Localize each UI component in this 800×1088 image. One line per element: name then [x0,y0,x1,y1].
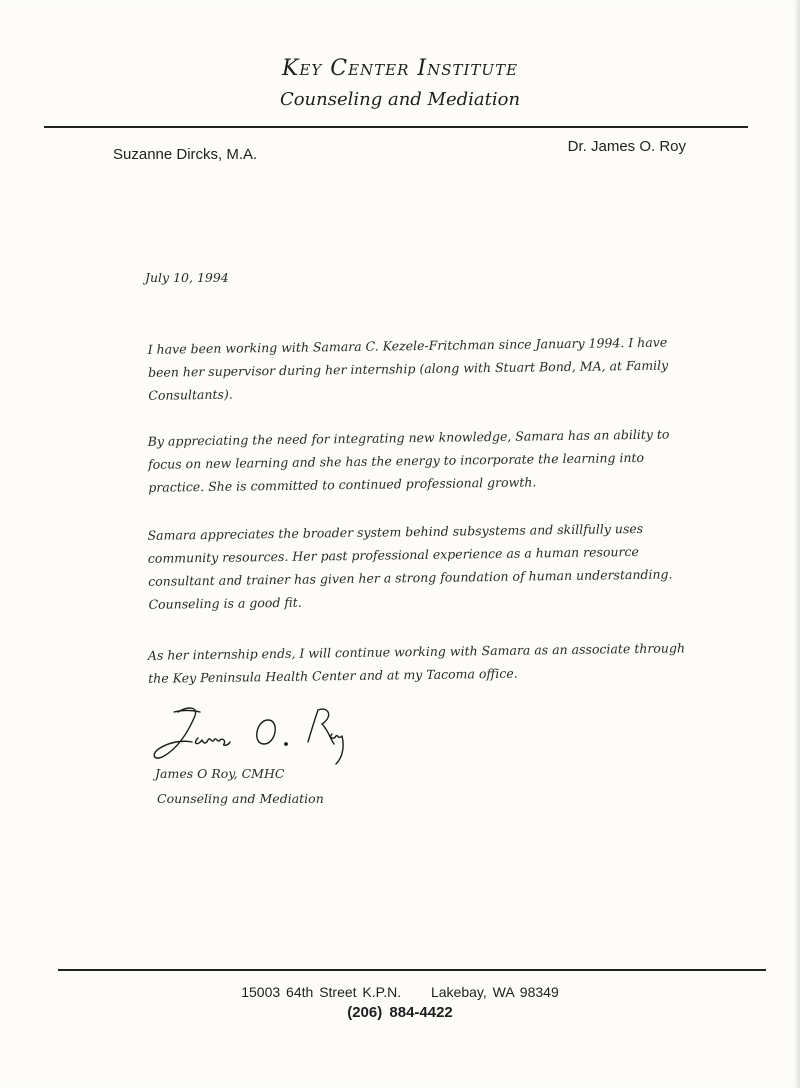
letterhead [0,56,800,110]
footer-divider [58,969,766,971]
letter-paragraph-4: As her internship ends, I will continue working with Samara as an associate through the Key Peninsula Health Center and at my Tacoma office. [147,640,686,686]
signer-title: Counseling and Mediation [157,791,324,806]
staff-name-left: Suzanne Dircks, M.A. [113,146,258,163]
org-subtitle: Counseling and Mediation [279,89,521,110]
footer-address [0,984,800,1000]
handwritten-signature [148,698,358,770]
letter-date: July 10, 1994 [145,270,229,285]
letter-paragraph-2: By appreciating the need for integrating new knowledge, Samara has an ability to focus on new learning and she has the energy to incorporate the learning into practice. She is committed to continued professional growth. [147,426,670,495]
footer-city: Lakebay, WA 98349 [430,984,559,1000]
letter-paragraph-3: Samara appreciates the broader system behind subsystems and skillfully uses community resources. Her past professional experience as a human resource consultant and trainer has given her a strong foundation of human understanding. Counseling is a good fit. [147,520,673,612]
org-name: Key Center Institute [281,56,519,81]
letter-paragraph-1: I have been working with Samara C. Kezele-Fritchman since January 1994. I have been her supervisor during her internship (along with Stuart Bond, MA, at Family Consultants). [147,334,669,403]
signer-name: James O Roy, CMHC [155,766,285,781]
footer-phone: (206) 884-4422 [347,1004,453,1021]
footer-street: 15003 64th Street K.P.N. [241,984,402,1000]
staff-name-right: Dr. James O. Roy [567,138,686,155]
header-divider [44,126,748,128]
